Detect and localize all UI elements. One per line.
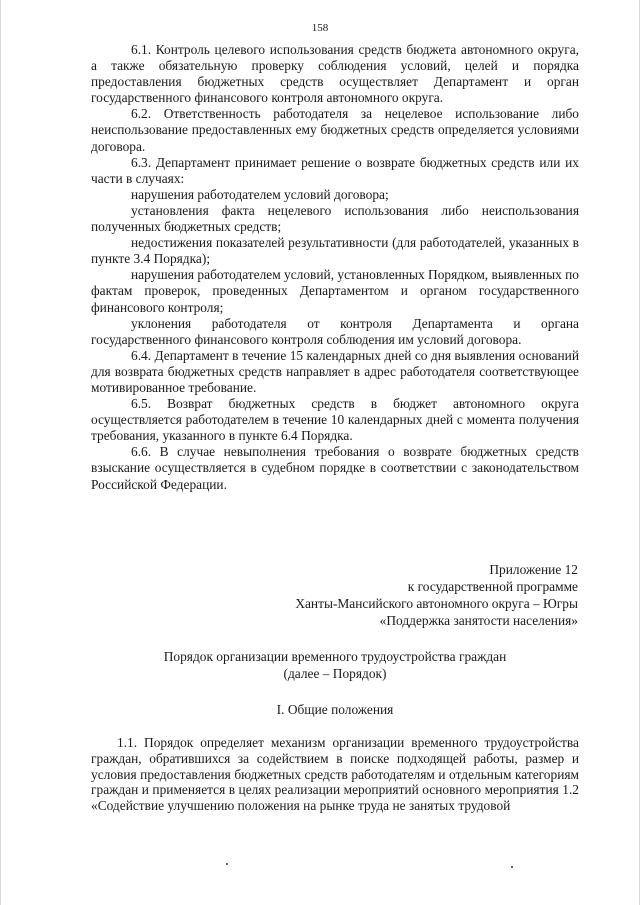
paragraph-6-5: 6.5. Возврат бюджетных средств в бюджет автономного округа осуществляется работодателем в течение 10 календарных дней с момента получения требования, указанного в пункте 6.4 Порядка. [91, 396, 579, 444]
section-6-body [91, 42, 579, 493]
paragraph-6-1: 6.1. Контроль целевого использования средств бюджета автономного округа, а также обязательную проверку соблюдения условий, целей и порядка предоставления бюджетных средств осуществляет Департамент и орган государственного финансового контроля автономного округа. [91, 42, 579, 106]
scan-speck [226, 863, 228, 865]
document-title-subline: (далее – Порядок) [283, 666, 387, 681]
paragraph-6-4: 6.4. Департамент в течение 15 календарных дней со дня выявления оснований для возврата бюджетных средств направляет в адрес работодателя соответствующее мотивированное требование. [91, 347, 579, 395]
paragraph-6-3-item: установления факта нецелевого использования либо неиспользования полученных бюджетных средств; [91, 202, 579, 235]
appendix-line: к государственной программе [407, 579, 578, 594]
paragraph-6-3: 6.3. Департамент принимает решение о возврате бюджетных средств или их части в случаях: [91, 154, 579, 186]
scan-edge-left [0, 0, 1, 905]
paragraph-6-6: 6.6. В случае невыполнения требования о возврате бюджетных средств взыскание осуществляется в судебном порядке в соответствии с законодательством Российской Федерации. [91, 444, 579, 492]
scan-speck [511, 866, 513, 868]
paragraph-6-2: 6.2. Ответственность работодателя за нецелевое использование либо неиспользование предоставленных ему бюджетных средств определяется условиями договора. [91, 106, 579, 154]
appendix-line: «Поддержка занятости населения» [379, 613, 578, 628]
document-title [91, 648, 579, 682]
paragraph-6-3-item: нарушения работодателем условий договора; [131, 186, 389, 202]
paragraph-1-1: 1.1. Порядок определяет механизм организации временного трудоустройства граждан, обратившихся за содействием в поиске подходящей работы, размер и условия предоставления бюджетных средств работодателям и отдельным категориям граждан и применяется в целях реализации мероприятий основного мероприятия 1.2 «Содействие улучшению положения на рынке труда не занятых трудовой [91, 735, 579, 814]
paragraph-6-3-item: нарушения работодателем условий, установленных Порядком, выявленных по фактам проверок, проведенных Департаментом и органом государственного финансового контроля; [91, 267, 579, 315]
page-number: 158 [311, 22, 329, 34]
appendix-line: Ханты-Мансийского автономного округа – Югры [295, 596, 578, 611]
section-heading: I. Общие положения [276, 702, 394, 717]
paragraph-6-3-item: недостижения показателей результативности (для работодателей, указанных в пункте 3.4 Порядка); [91, 235, 579, 267]
appendix-header [178, 561, 578, 629]
appendix-line: Приложение 12 [489, 562, 578, 577]
document-title-line: Порядок организации временного трудоустройства граждан [163, 649, 507, 664]
paragraph-6-3-item: уклонения работодателя от контроля Департамента и органа государственного финансового контроля соблюдения им условий договора. [91, 315, 579, 347]
